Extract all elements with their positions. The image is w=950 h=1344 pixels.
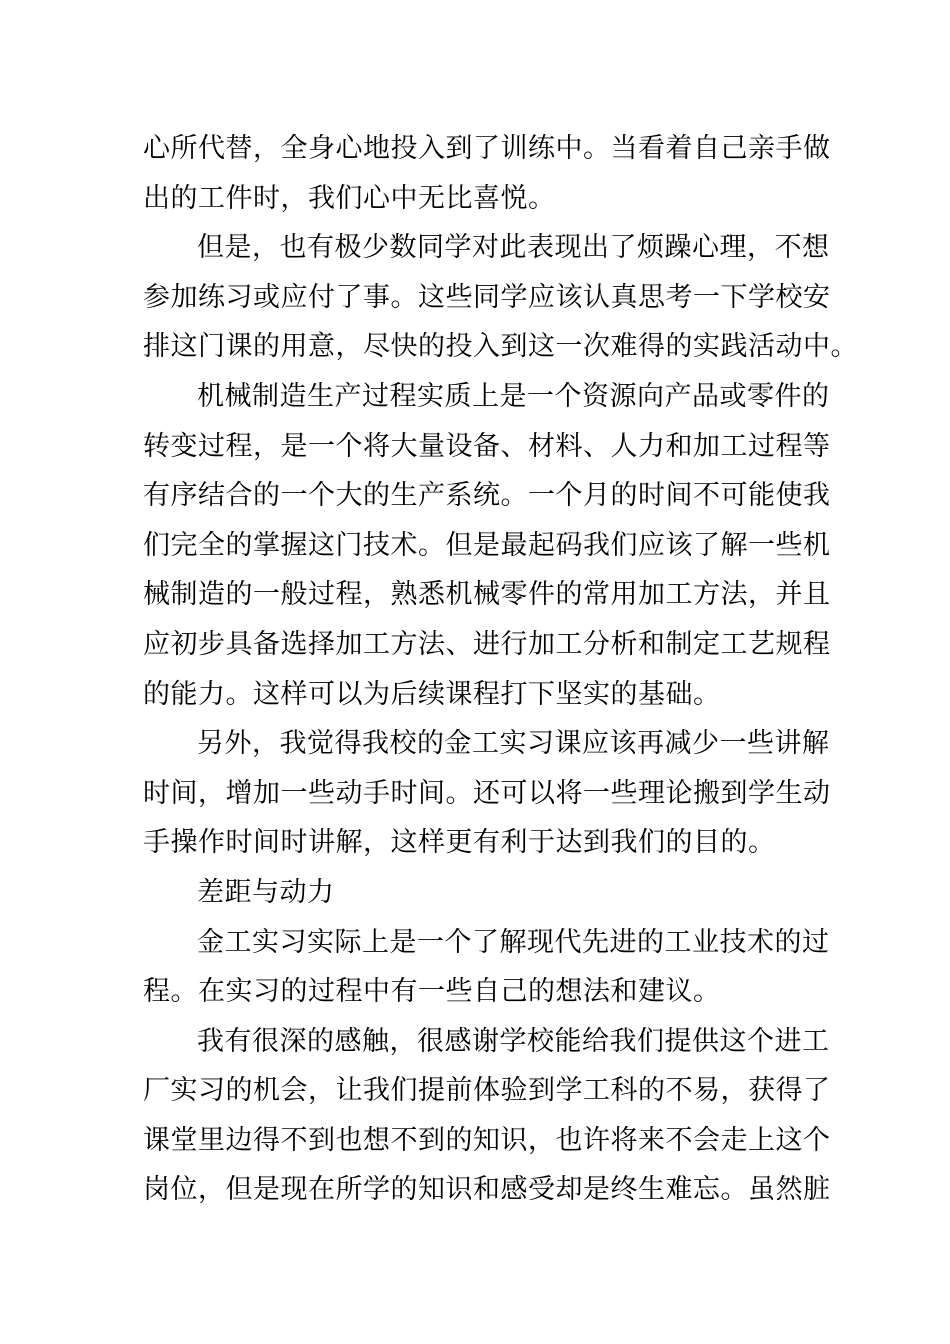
- text-line: 课堂里边得不到也想不到的知识，也许将来不会走上这个: [143, 1124, 831, 1156]
- text-line: 岗位，但是现在所学的知识和感受却是终生难忘。虽然脏: [143, 1174, 831, 1206]
- text-line: 手操作时间时讲解，这样更有利于达到我们的目的。: [143, 827, 776, 859]
- paragraph-start-line: 另外，我觉得我校的金工实习课应该再减少一些讲解: [197, 728, 830, 760]
- text-line: 排这门课的用意，尽快的投入到这一次难得的实践活动中。: [143, 331, 858, 363]
- body-text: [143, 124, 858, 1215]
- text-line: 时间，增加一些动手时间。还可以将一些理论搬到学生动: [143, 777, 831, 809]
- paragraph-start-line: 但是，也有极少数同学对此表现出了烦躁心理，不想: [197, 232, 830, 264]
- text-line: 械制造的一般过程，熟悉机械零件的常用加工方法，并且: [143, 579, 831, 611]
- text-line: 转变过程，是一个将大量设备、材料、人力和加工过程等: [143, 430, 831, 462]
- text-line: 出的工件时，我们心中无比喜悦。: [143, 182, 556, 214]
- text-line: 心所代替，全身心地投入到了训练中。当看着自己亲手做: [143, 133, 831, 164]
- text-line: 的能力。这样可以为后续课程打下坚实的基础。: [143, 678, 721, 710]
- paragraph-start-line: 金工实习实际上是一个了解现代先进的工业技术的过: [197, 926, 830, 958]
- text-line: 参加练习或应付了事。这些同学应该认真思考一下学校安: [143, 281, 831, 313]
- text-line: 程。在实习的过程中有一些自己的想法和建议。: [143, 976, 721, 1008]
- text-line: 厂实习的机会，让我们提前体验到学工科的不易，获得了: [143, 1075, 831, 1107]
- paragraph-start-line: 我有很深的感触，很感谢学校能给我们提供这个进工: [197, 1025, 830, 1057]
- text-line: 们完全的掌握这门技术。但是最起码我们应该了解一些机: [143, 529, 831, 561]
- section-heading: 差距与动力: [197, 876, 335, 908]
- text-line: 应初步具备选择加工方法、进行加工分析和制定工艺规程: [143, 628, 831, 660]
- text-line: 有序结合的一个大的生产系统。一个月的时间不可能使我: [143, 480, 831, 512]
- paragraph-start-line: 机械制造生产过程实质上是一个资源向产品或零件的: [197, 380, 830, 412]
